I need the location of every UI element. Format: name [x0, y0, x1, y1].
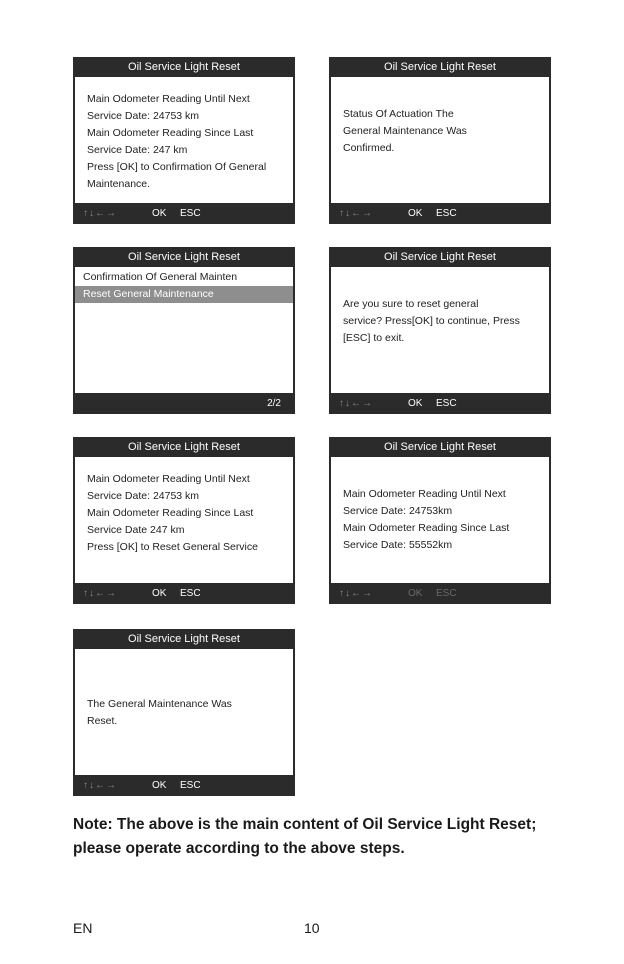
screen-title: Oil Service Light Reset: [128, 251, 240, 263]
text-line: Main Odometer Reading Since Last: [343, 522, 510, 534]
screen-content: [331, 267, 549, 393]
screen-odometer-reset: [73, 437, 295, 604]
esc-button[interactable]: ESC: [180, 208, 201, 219]
screen-content: [75, 457, 293, 583]
text-line: Service Date: 55552km: [343, 539, 453, 551]
screen-content: [75, 649, 293, 775]
arrow-keys-icon: ↑↓←→: [339, 398, 373, 409]
ok-button[interactable]: OK: [408, 398, 423, 409]
text-line: Main Odometer Reading Since Last: [87, 507, 254, 519]
screen-title: Oil Service Light Reset: [128, 441, 240, 453]
screen-content: [331, 457, 549, 583]
text-line: Main Odometer Reading Until Next: [343, 488, 506, 500]
text-line: Service Date: 24753 km: [87, 110, 200, 122]
screen-status-confirmed: [329, 57, 551, 224]
esc-button[interactable]: ESC: [436, 398, 457, 409]
screen-odometer-confirm: [73, 57, 295, 224]
text-line: Main Odometer Reading Until Next: [87, 473, 250, 485]
text-line: Confirmed.: [343, 142, 395, 154]
text-line: Press [OK] to Reset General Service: [87, 541, 258, 553]
screen-footer: [73, 775, 295, 796]
menu-item-confirmation[interactable]: Confirmation Of General Mainten: [83, 271, 238, 283]
text-line: Press [OK] to Confirmation Of General: [87, 161, 267, 173]
language-label: EN: [73, 920, 93, 936]
text-line: service? Press[OK] to continue, Press: [343, 315, 520, 327]
screen-odometer-updated: [329, 437, 551, 604]
screen-footer: [329, 583, 551, 604]
ok-button[interactable]: OK: [152, 588, 167, 599]
menu-item-reset[interactable]: Reset General Maintenance: [75, 286, 293, 303]
esc-button[interactable]: ESC: [180, 588, 201, 599]
arrow-keys-icon: ↑↓←→: [339, 208, 373, 219]
text-line: Status Of Actuation The: [343, 108, 454, 120]
screen-reset-prompt: [329, 247, 551, 414]
ok-button[interactable]: OK: [408, 208, 423, 219]
text-line: Service Date 247 km: [87, 524, 185, 536]
esc-button[interactable]: ESC: [436, 588, 457, 599]
ok-button[interactable]: OK: [152, 208, 167, 219]
screen-footer: [73, 393, 295, 414]
text-line: [ESC] to exit.: [343, 332, 405, 344]
screen-footer: [329, 203, 551, 224]
text-line: Main Odometer Reading Until Next: [87, 93, 250, 105]
arrow-keys-icon: ↑↓←→: [83, 588, 117, 599]
screen-footer: [73, 203, 295, 224]
screen-title: Oil Service Light Reset: [128, 633, 240, 645]
text-line: The General Maintenance Was: [87, 698, 232, 710]
ok-button[interactable]: OK: [408, 588, 423, 599]
screen-content: [75, 267, 293, 393]
arrow-keys-icon: ↑↓←→: [83, 780, 117, 791]
esc-button[interactable]: ESC: [180, 780, 201, 791]
screen-title: Oil Service Light Reset: [384, 441, 496, 453]
text-line: Service Date: 247 km: [87, 144, 188, 156]
text-line: Main Odometer Reading Since Last: [87, 127, 254, 139]
screen-content: [331, 77, 549, 203]
text-line: General Maintenance Was: [343, 125, 467, 137]
screen-title: Oil Service Light Reset: [384, 251, 496, 263]
ok-button[interactable]: OK: [152, 780, 167, 791]
screen-maintenance-menu: [73, 247, 295, 414]
page-number: 10: [304, 920, 320, 936]
note-text: Note: The above is the main content of Oil Service Light Reset; please operate according to the above steps.: [73, 816, 537, 857]
screen-title: Oil Service Light Reset: [384, 61, 496, 73]
screen-maintenance-reset-done: [73, 629, 295, 796]
arrow-keys-icon: ↑↓←→: [83, 208, 117, 219]
screen-title: Oil Service Light Reset: [128, 61, 240, 73]
text-line: Reset.: [87, 715, 118, 727]
text-line: Service Date: 24753 km: [87, 490, 200, 502]
text-line: Service Date: 24753km: [343, 505, 453, 517]
esc-button[interactable]: ESC: [436, 208, 457, 219]
menu-list: [75, 269, 293, 303]
screen-content: [75, 77, 293, 203]
screen-footer: [73, 583, 295, 604]
text-line: Are you sure to reset general: [343, 298, 479, 310]
text-line: Maintenance.: [87, 178, 151, 190]
page-indicator: 2/2: [267, 398, 281, 409]
screen-footer: [329, 393, 551, 414]
arrow-keys-icon: ↑↓←→: [339, 588, 373, 599]
